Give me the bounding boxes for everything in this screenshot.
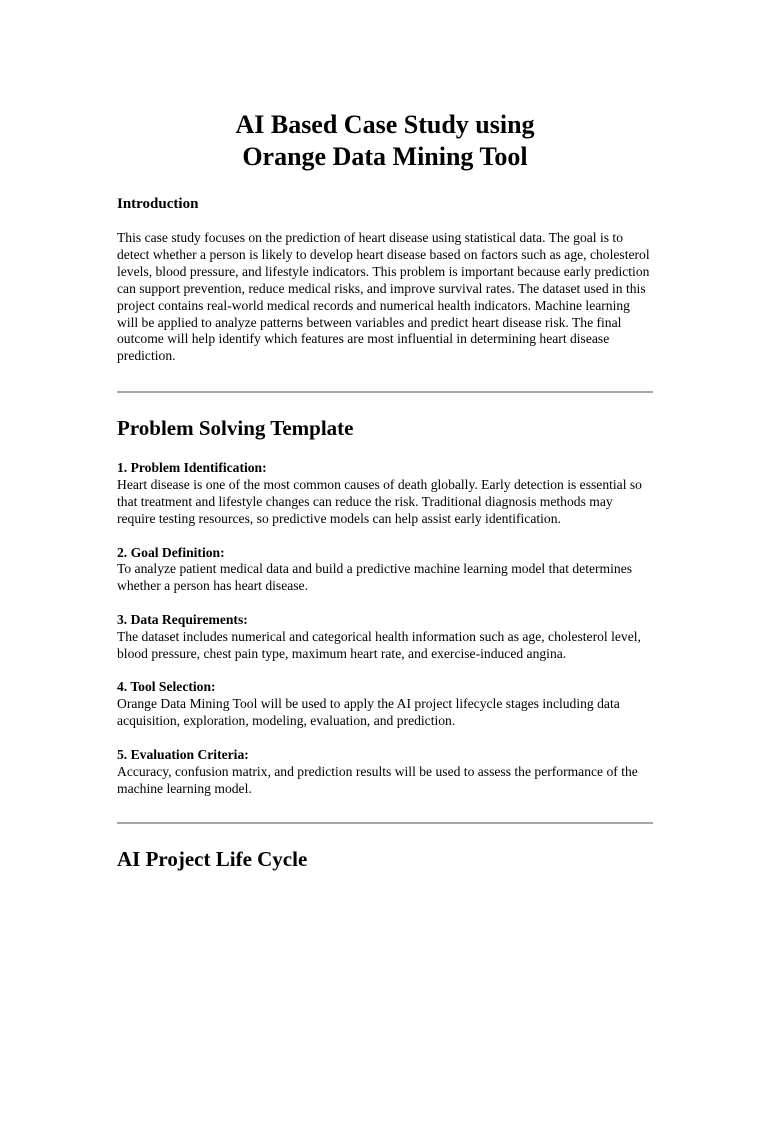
item-text: Heart disease is one of the most common causes of death globally. Early detection is essential so that treatment and lifestyle changes can reduce the risk. Traditional diagnosis methods may require testing resources, so predictive models can help assist early identification. [117,477,642,526]
section-divider [117,391,653,393]
problem-solving-heading: Problem Solving Template [117,416,354,441]
life-cycle-heading: AI Project Life Cycle [117,846,308,871]
item-label: 5. Evaluation Criteria: [117,746,249,762]
tool-selection-item [117,679,653,730]
data-requirements-item [117,612,653,663]
item-text: Orange Data Mining Tool will be used to apply the AI project lifecycle stages including data acquisition, exploration, modeling, evaluation, and prediction. [117,696,620,729]
item-text: The dataset includes numerical and categorical health information such as age, cholesterol level, blood pressure, chest pain type, maximum heart rate, and exercise-induced angina. [117,628,641,661]
problem-identification-item [117,460,653,528]
section-divider [117,822,653,824]
item-text: To analyze patient medical data and build a predictive machine learning model that determines whether a person has heart disease. [117,561,633,594]
document-title [117,109,653,173]
item-label: 4. Tool Selection: [117,679,216,695]
title-line-2: Orange Data Mining Tool [242,142,528,171]
item-text: Accuracy, confusion matrix, and prediction results will be used to assess the performance of the machine learning model. [117,763,638,796]
item-label: 2. Goal Definition: [117,544,225,560]
evaluation-criteria-item [117,747,653,798]
item-label: 1. Problem Identification: [117,460,267,476]
introduction-paragraph: This case study focuses on the prediction of heart disease using statistical data. The goal is to detect whether a person is likely to develop heart disease based on factors such as age, cholesterol levels, blood pressure, and lifestyle indicators. This problem is important because early prediction can support prevention, reduce medical risks, and improve survival rates. The dataset used in this project contains real-world medical records and numerical health indicators. Machine learning will be applied to analyze patterns between variables and predict heart disease risk. The final outcome will help identify which features are most influential in determining heart disease prediction. [117,230,650,364]
document-page [0,109,768,1133]
introduction-heading: Introduction [117,196,199,212]
goal-definition-item [117,545,653,596]
title-line-1: AI Based Case Study using [235,110,535,139]
item-label: 3. Data Requirements: [117,611,248,627]
